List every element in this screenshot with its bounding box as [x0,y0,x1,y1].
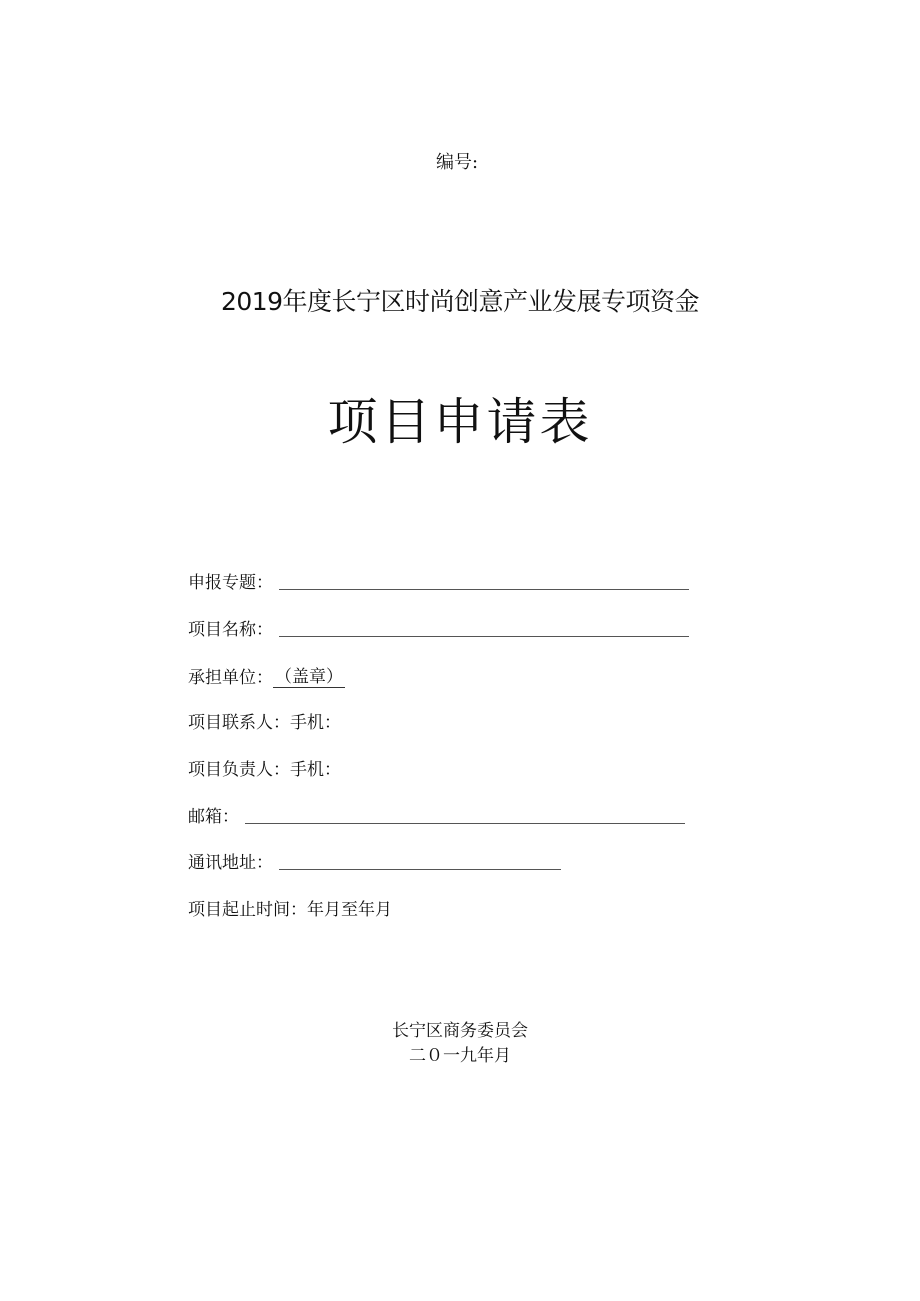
topic-label: 申报专题： [188,573,273,593]
field-topic [188,568,689,593]
address-label: 通讯地址： [188,853,273,873]
contact-label: 项目联系人：手机： [188,713,341,733]
manager-label: 项目负责人：手机： [188,760,341,780]
email-input-line[interactable] [245,809,685,824]
field-unit [188,662,345,688]
address-input-line[interactable] [279,855,561,870]
field-project-name [188,615,689,640]
project-name-input-line[interactable] [279,622,689,637]
unit-stamp[interactable]: （盖章） [273,662,345,688]
field-contact [188,708,341,733]
document-subtitle: 2019年度长宁区时尚创意产业发展专项资金 [220,287,700,316]
field-address [188,848,561,873]
field-email [188,802,685,827]
field-period [188,895,392,920]
topic-input-line[interactable] [279,575,689,590]
document-main-title: 项目申请表 [327,393,593,451]
email-label: 邮箱： [188,807,239,827]
unit-label: 承担单位： [188,668,273,688]
issuing-organization: 长宁区商务委员会 [392,1021,528,1041]
project-name-label: 项目名称： [188,620,273,640]
serial-number-label: 编号: [436,152,479,173]
issue-date: 二０一九年月 [409,1046,511,1066]
field-manager [188,755,341,780]
period-label: 项目起止时间：年月至年月 [188,900,392,920]
